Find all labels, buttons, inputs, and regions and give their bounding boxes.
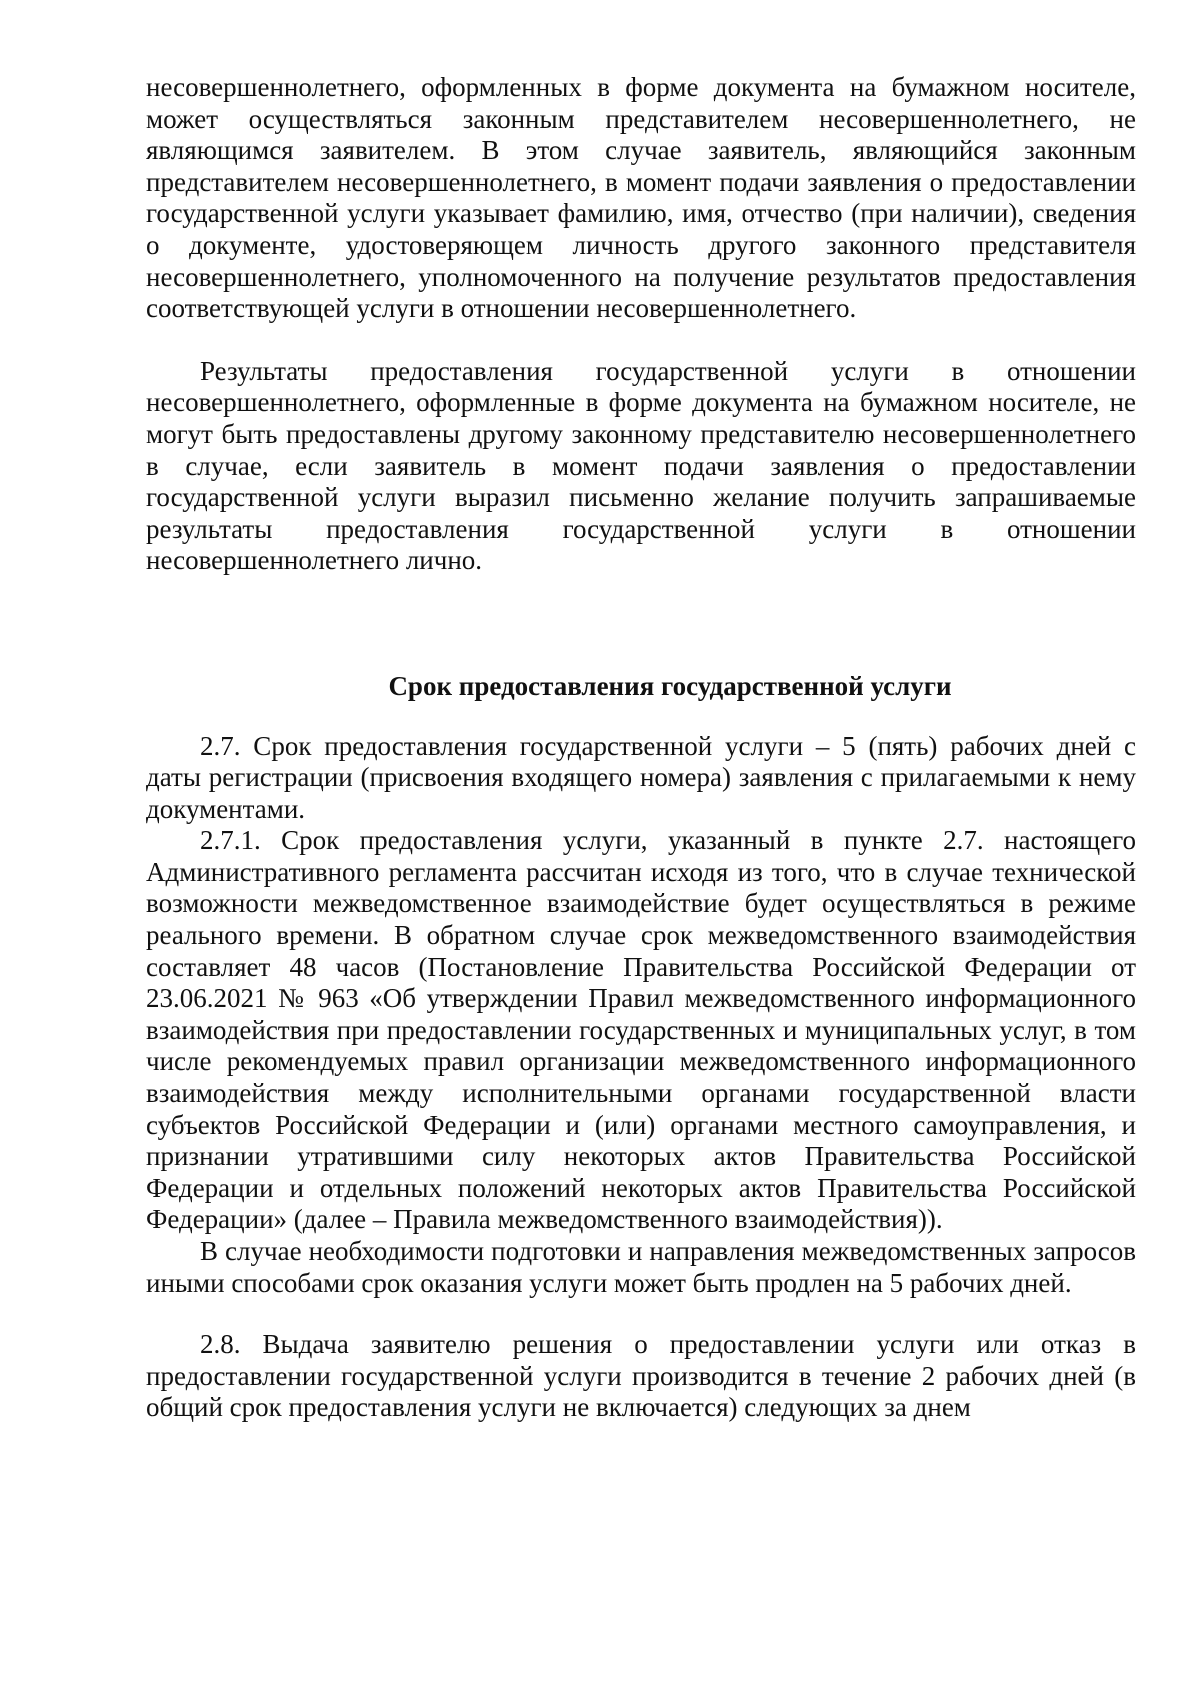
paragraph-2-7: 2.7. Срок предоставления государственной услуги – 5 (пять) рабочих дней с даты регистрации (присвоения входящего номера) заявления с прилагаемыми к нему документами. <box>146 730 1136 824</box>
paragraph-2-7-1: 2.7.1. Срок предоставления услуги, указанный в пункте 2.7. настоящего Административного регламента рассчитан исходя из того, что в случае технической возможности межведомственное взаимодействие будет осуществляться в режиме реального времени. В обратном случае срок межведомственного взаимодействия составляет 48 часов (Постановление Правительства Российской Федерации от 23.06.2021 № 963 «Об утверждении Правил межведомственного информационного взаимодействия при предоставлении государственных и муниципальных услуг, в том числе рекомендуемых правил организации межведомственного информационного взаимодействия между исполнительными органами государственной власти субъектов Российской Федерации и (или) органами местного самоуправления, и признании утратившими силу некоторых актов Правительства Российской Федерации и отдельных положений некоторых актов Правительства Российской Федерации» (далее – Правила межведомственного взаимодействия)). <box>146 825 1136 1235</box>
paragraph-continuation: несовершеннолетнего, оформленных в форме документа на бумажном носителе, может осуществляться законным представителем несовершеннолетнего, не являющимся заявителем. В этом случае заявитель, являющийся законным представителем несовершеннолетнего, в момент подачи заявления о предоставлении государственной услуги указывает фамилию, имя, отчество (при наличии), сведения о документе, удостоверяющем личность другого законного представителя несовершеннолетнего, уполномоченного на получение результатов предоставления соответствующей услуги в отношении несовершеннолетнего. <box>146 72 1136 324</box>
paragraph-extension: В случае необходимости подготовки и направления межведомственных запросов иными способами срок оказания услуги может быть продлен на 5 рабочих дней. <box>146 1236 1136 1298</box>
paragraph-results-minor: Результаты предоставления государственной услуги в отношении несовершеннолетнего, оформленные в форме документа на бумажном носителе, не могут быть предоставлены другому законному представителю несовершеннолетнего в случае, если заявитель в момент подачи заявления о предоставлении государственной услуги выразил письменно желание получить запрашиваемые результаты предоставления государственной услуги в отношении несовершеннолетнего лично. <box>146 355 1136 576</box>
document-page <box>146 72 1136 1424</box>
paragraph-2-8: 2.8. Выдача заявителю решения о предоставлении услуги или отказ в предоставлении государственной услуги производится в течение 2 рабочих дней (в общий срок предоставления услуги не включается) следующих за днем <box>146 1329 1136 1423</box>
section-heading: Срок предоставления государственной услуги <box>388 670 952 701</box>
